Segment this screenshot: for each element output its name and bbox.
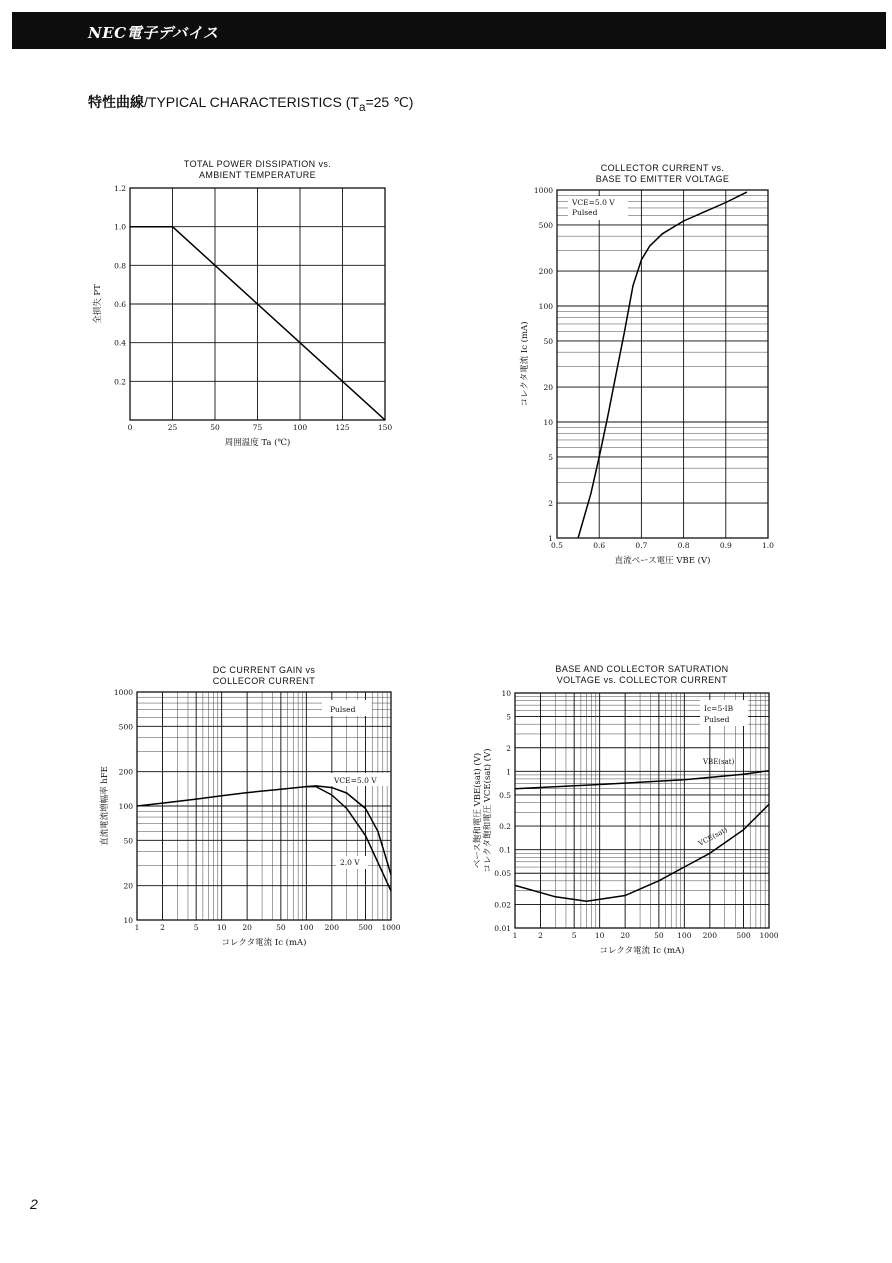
y-tick-label: 0.1 [499, 845, 511, 855]
x-tick-label: 2 [160, 923, 165, 932]
x-tick-label: 0.8 [677, 541, 690, 550]
series-label: VCE=5.0 V [334, 776, 377, 785]
series-label: VCE(sat) [697, 825, 729, 848]
section-title-en: /TYPICAL CHARACTERISTICS (T [144, 94, 359, 110]
x-tick-label: 20 [620, 931, 630, 940]
y-axis-label: コレクタ飽和電圧 VCE(sat) (V) [483, 748, 493, 873]
y-tick-label: 200 [118, 767, 133, 777]
y-tick-label: 0.02 [494, 900, 511, 910]
annotation-text: VCE=5.0 V [572, 198, 615, 207]
x-tick-label: 0.5 [551, 541, 563, 550]
x-tick-label: 10 [594, 931, 605, 940]
y-tick-label: 10 [543, 418, 553, 427]
x-axis-label: コレクタ電流 Ic (mA) [221, 938, 307, 948]
y-tick-label: 100 [538, 302, 553, 311]
x-tick-label: 50 [654, 931, 664, 940]
x-tick-label: 1 [134, 923, 140, 932]
x-tick-label: 1 [512, 931, 518, 940]
y-tick-label: 0.2 [499, 822, 511, 832]
annotation-text: Ic=5·IB [704, 704, 734, 713]
y-tick-label: 20 [543, 383, 553, 393]
chart-ic-vbe [500, 158, 790, 578]
x-tick-label: 20 [242, 923, 252, 932]
series-line [515, 804, 769, 901]
plot-frame [515, 693, 769, 928]
x-tick-label: 1000 [759, 931, 779, 940]
y-tick-label: 1000 [533, 186, 553, 195]
y-tick-label: 20 [123, 881, 133, 891]
y-axis-label: 直流電流増幅率 hFE [100, 766, 110, 846]
x-tick-label: 150 [377, 423, 393, 432]
y-axis-label: 全損失 PT [93, 284, 103, 324]
y-tick-label: 0.8 [114, 261, 126, 271]
x-axis-label: コレクタ電流 Ic (mA) [599, 946, 685, 956]
x-tick-label: 0.6 [593, 541, 606, 550]
x-tick-label: 75 [252, 423, 263, 432]
y-tick-label: 2 [548, 499, 553, 509]
x-axis-label: 周囲温度 Ta (℃) [224, 438, 291, 448]
x-tick-label: 100 [299, 923, 314, 932]
y-tick-label: 1 [506, 767, 511, 777]
y-tick-label: 5 [506, 712, 511, 722]
x-tick-label: 1000 [381, 923, 401, 932]
y-tick-label: 500 [118, 722, 133, 732]
section-title-sub: a [358, 100, 366, 114]
y-tick-label: 10 [501, 689, 511, 698]
x-tick-label: 2 [538, 931, 543, 940]
x-tick-label: 100 [292, 423, 308, 432]
chart-title: COLLECTOR CURRENT vs. [600, 163, 725, 173]
plot-frame [557, 190, 768, 538]
series-label: VBE(sat) [703, 758, 735, 766]
y-tick-label: 1000 [113, 688, 133, 697]
y-tick-label: 5 [548, 452, 553, 462]
series-line [578, 192, 747, 538]
annotation-text: Pulsed [572, 208, 598, 217]
y-tick-label: 100 [118, 802, 133, 811]
chart-title: COLLECOR CURRENT [212, 676, 316, 686]
x-tick-label: 5 [193, 923, 199, 932]
x-tick-label: 200 [702, 931, 717, 940]
y-tick-label: 0.2 [114, 377, 126, 387]
annotation-text: Pulsed [704, 715, 730, 724]
y-tick-label: 200 [538, 267, 553, 277]
header-brand: NEC電子デバイス [88, 24, 219, 42]
x-tick-label: 0 [127, 423, 133, 432]
x-tick-label: 500 [736, 931, 751, 940]
y-tick-label: 500 [538, 220, 553, 230]
chart-title: BASE AND COLLECTOR SATURATION [555, 664, 729, 674]
x-tick-label: 500 [358, 923, 373, 932]
y-tick-label: 1.2 [114, 184, 126, 193]
annotation-text: Pulsed [330, 705, 356, 714]
section-title-jp: 特性曲線 [88, 94, 144, 110]
chart-title: DC CURRENT GAIN vs [212, 665, 316, 675]
x-tick-label: 0.7 [635, 541, 648, 550]
y-tick-label: 50 [543, 336, 553, 346]
chart-title: TOTAL POWER DISSIPATION vs. [183, 159, 332, 169]
y-tick-label: 0.6 [114, 300, 126, 309]
x-tick-label: 5 [571, 931, 577, 940]
section-title-tail: =25 ℃) [365, 94, 414, 110]
series-line [306, 787, 391, 891]
series-label: 2.0 V [340, 858, 360, 867]
x-tick-label: 50 [210, 423, 220, 432]
x-axis-label: 直流ベース電圧 VBE (V) [614, 556, 711, 566]
x-tick-label: 200 [324, 923, 339, 932]
chart-title: AMBIENT TEMPERATURE [198, 170, 317, 180]
chart-title: VOLTAGE vs. COLLECTOR CURRENT [556, 675, 728, 685]
chart-hfe-ic [90, 660, 410, 960]
y-tick-label: 0.01 [494, 924, 511, 933]
x-tick-label: 0.9 [719, 541, 732, 550]
x-tick-label: 1.0 [762, 541, 774, 550]
y-tick-label: 1.0 [114, 222, 126, 232]
y-tick-label: 50 [123, 836, 133, 846]
x-tick-label: 10 [216, 923, 227, 932]
series-line [515, 771, 769, 789]
x-tick-label: 50 [276, 923, 286, 932]
y-tick-label: 0.5 [499, 790, 511, 800]
y-tick-label: 2 [506, 743, 511, 753]
y-tick-label: 0.4 [114, 338, 126, 348]
y-axis-label: コレクタ電流 Ic (mA) [520, 321, 530, 407]
x-tick-label: 25 [167, 423, 178, 432]
x-tick-label: 100 [677, 931, 692, 940]
y-tick-label: 0.05 [494, 869, 511, 879]
chart-vsat-ic [460, 660, 790, 960]
chart-total-power [80, 155, 400, 465]
y-tick-label: 1 [548, 534, 553, 543]
y-axis-label: ベース飽和電圧 VBE(sat) (V) [473, 752, 483, 869]
section-title [88, 92, 413, 114]
y-tick-label: 10 [123, 916, 133, 925]
chart-title: BASE TO EMITTER VOLTAGE [595, 174, 730, 184]
page-number: 2 [30, 1196, 38, 1212]
x-tick-label: 125 [335, 423, 350, 432]
